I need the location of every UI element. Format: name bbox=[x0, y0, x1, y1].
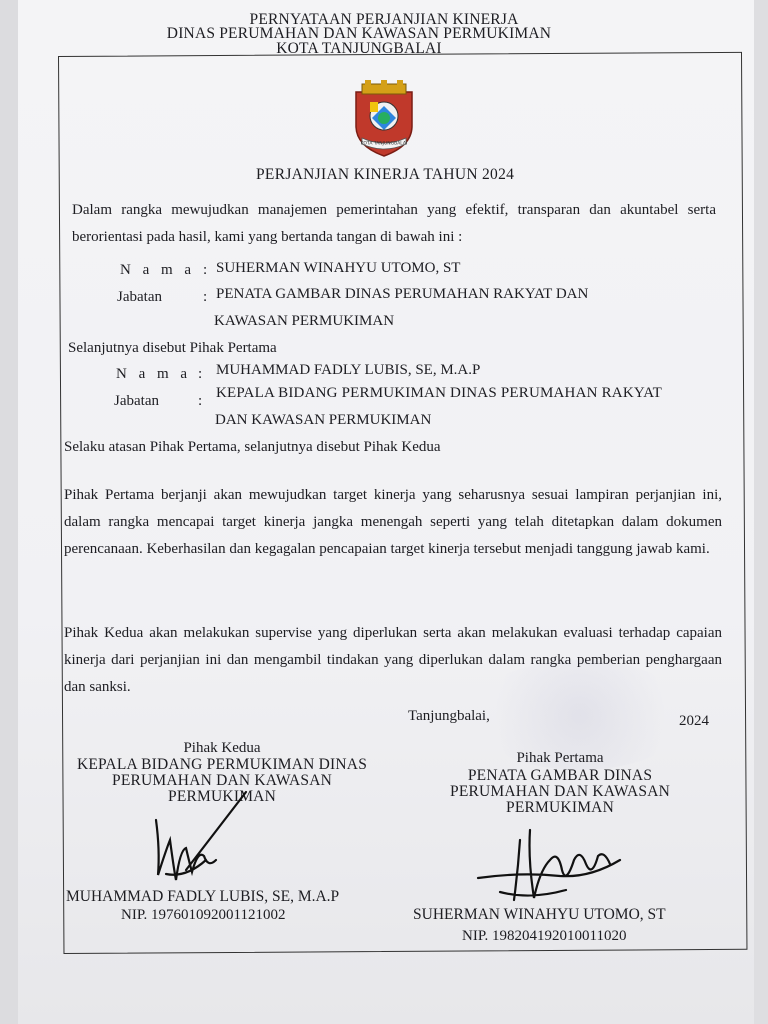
first-party-name-separator: : bbox=[203, 262, 208, 278]
header-agency-line: DINAS PERUMAHAN DAN KAWASAN PERMUKIMAN bbox=[166, 25, 552, 42]
second-party-position-label: Jabatan bbox=[114, 393, 159, 409]
signatory-left-name: MUHAMMAD FADLY LUBIS, SE, M.A.P bbox=[66, 888, 340, 905]
header-city-line: KOTA TANJUNGBALAI bbox=[276, 40, 442, 57]
first-party-designation: Selanjutnya disebut Pihak Pertama bbox=[68, 340, 277, 356]
signatory-right-heading: Pihak Pertama bbox=[516, 750, 604, 766]
page-right-margin bbox=[754, 0, 768, 1024]
intro-paragraph: Dalam rangka mewujudkan manajemen pemerintahan yang efektif, transparan dan akuntabel serta berorientasi pada hasil, kami yang bertanda tangan di bawah ini : bbox=[72, 202, 716, 245]
signatory-right-position-line3: PERMUKIMAN bbox=[506, 799, 614, 816]
signatory-right-nip: NIP. 198204192010011020 bbox=[462, 928, 627, 944]
signatory-right-position-line1: PENATA GAMBAR DINAS bbox=[467, 767, 653, 784]
second-party-position-separator: : bbox=[198, 393, 203, 409]
first-party-name-label: N a m a bbox=[120, 262, 196, 278]
signature-left-icon bbox=[146, 790, 276, 900]
signatory-left-nip: NIP. 197601092001121002 bbox=[121, 907, 286, 923]
signatory-left-heading: Pihak Kedua bbox=[183, 740, 261, 756]
signing-year: 2024 bbox=[679, 713, 709, 729]
first-party-position-separator: : bbox=[203, 289, 208, 305]
svg-text:KOTA TANJUNGBALAI: KOTA TANJUNGBALAI bbox=[360, 141, 408, 147]
page-left-margin bbox=[0, 0, 18, 1024]
signatory-right-block bbox=[410, 750, 710, 816]
second-party-position-line2: DAN KAWASAN PERMUKIMAN bbox=[215, 412, 432, 428]
header-title-line: PERNYATAAN PERJANJIAN KINERJA bbox=[249, 11, 519, 28]
commitment-paragraph: Pihak Pertama berjanji akan mewujudkan target kinerja yang seharusnya sesuai lampiran perjanjian ini, dalam rangka mencapai target kinerja jangka menengah seperti yang telah ditetapkan dalam dokumen perencanaan. Keberhasilan dan kegagalan pencapaian target kinerja tersebut menjadi tanggung jawab kami. bbox=[64, 487, 722, 557]
tanjungbalai-city-emblem-icon bbox=[348, 80, 420, 158]
second-party-name-label: N a m a bbox=[116, 366, 192, 382]
second-party-name-separator: : bbox=[198, 366, 203, 382]
second-party-designation: Selaku atasan Pihak Pertama, selanjutnya disebut Pihak Kedua bbox=[64, 439, 441, 455]
signatory-right-position-line2: PERUMAHAN DAN KAWASAN bbox=[450, 783, 670, 800]
signatory-left-position-line2: PERUMAHAN DAN KAWASAN bbox=[112, 772, 332, 789]
agreement-title: PERJANJIAN KINERJA TAHUN 2024 bbox=[256, 166, 515, 183]
signatory-right-name: SUHERMAN WINAHYU UTOMO, ST bbox=[413, 906, 666, 923]
signatory-left-position-line3: PERMUKIMAN bbox=[168, 788, 276, 805]
supervision-paragraph: Pihak Kedua akan melakukan supervise yang diperlukan serta akan melakukan evaluasi terhadap capaian kinerja dari perjanjian ini dan mengambil tindakan yang diperlukan dalam rangka pemberian penghargaan dan sanksi. bbox=[64, 625, 722, 695]
signature-right-icon bbox=[470, 820, 630, 920]
signing-place: Tanjungbalai, bbox=[408, 708, 490, 724]
first-party-position-line2: KAWASAN PERMUKIMAN bbox=[214, 313, 395, 329]
signatory-left-position-line1: KEPALA BIDANG PERMUKIMAN DINAS bbox=[76, 756, 368, 773]
first-party-name: SUHERMAN WINAHYU UTOMO, ST bbox=[216, 260, 461, 276]
second-party-name: MUHAMMAD FADLY LUBIS, SE, M.A.P bbox=[216, 362, 481, 378]
first-party-position-line1: PENATA GAMBAR DINAS PERUMAHAN RAKYAT DAN bbox=[216, 286, 589, 302]
first-party-position-label: Jabatan bbox=[117, 289, 162, 305]
second-party-position-line1: KEPALA BIDANG PERMUKIMAN DINAS PERUMAHAN RAKYAT bbox=[216, 385, 662, 401]
